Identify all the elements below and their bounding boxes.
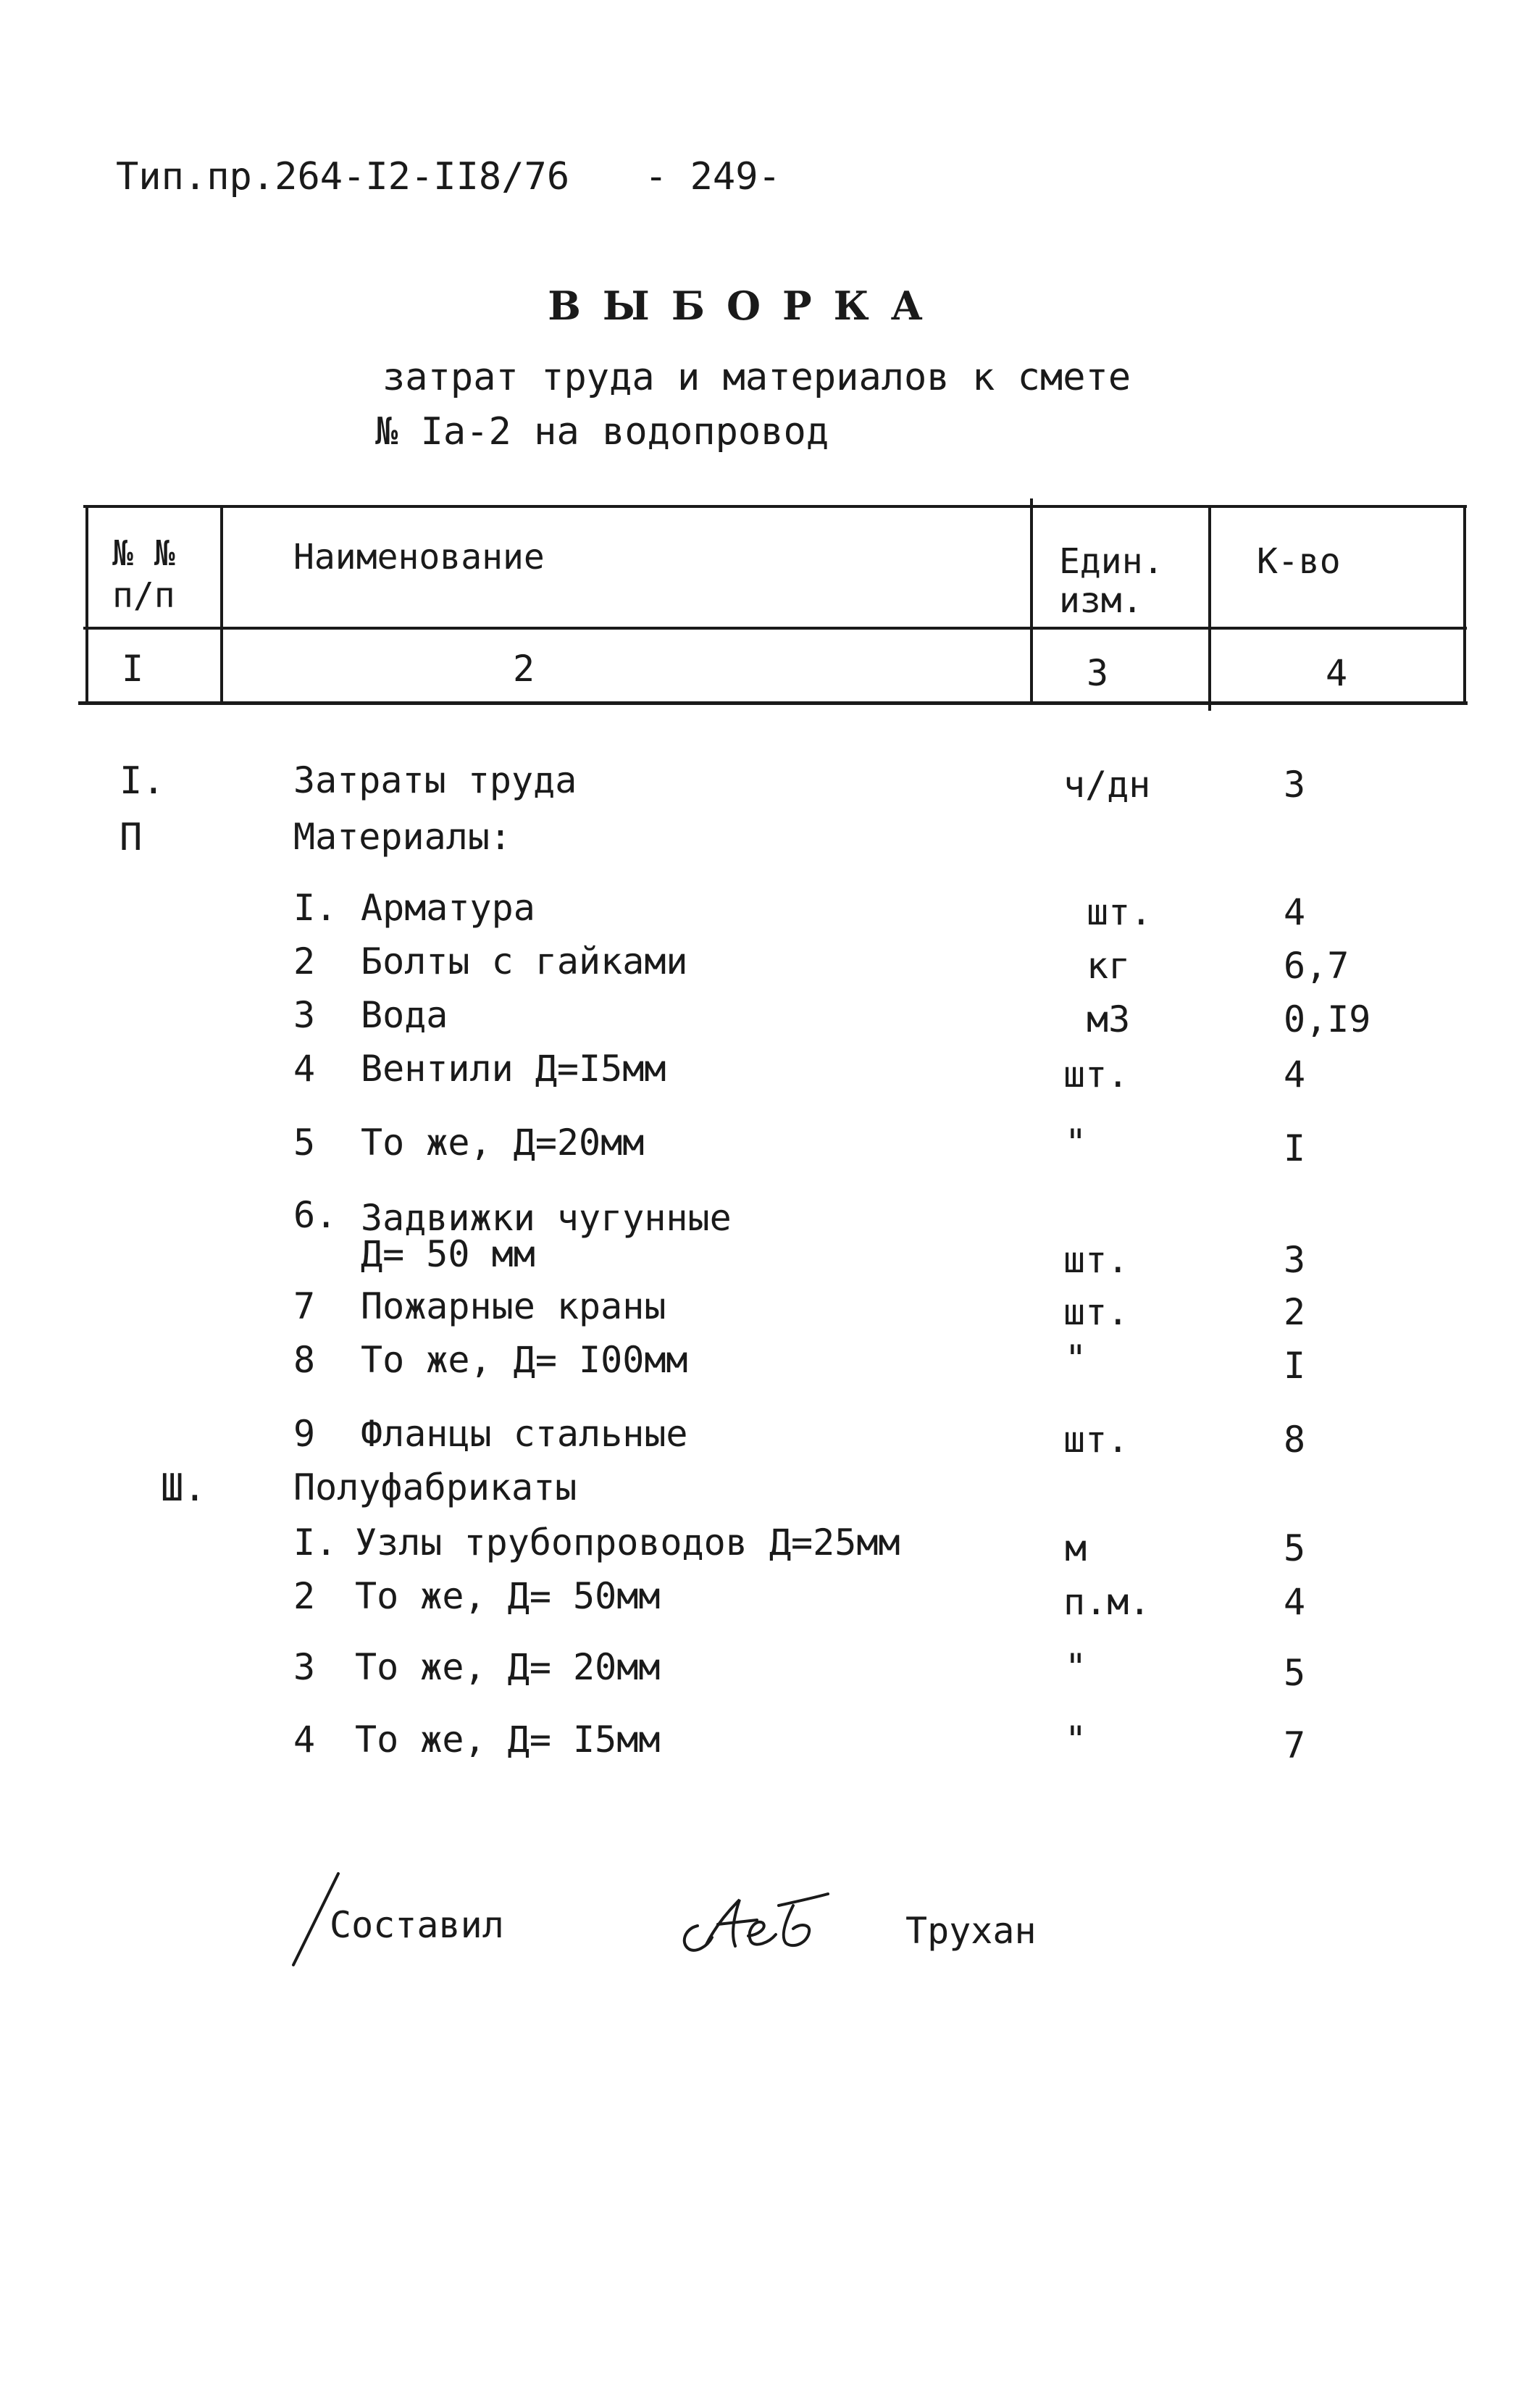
row-name: То же, Д=20мм <box>361 1122 645 1164</box>
table-col-divider-1 <box>220 505 223 704</box>
header-unit-line-2: изм. <box>1059 580 1143 621</box>
row-number: П <box>120 816 143 859</box>
row-quantity: 4 <box>1284 1581 1306 1623</box>
document-reference: Тип.пр.264-I2-II8/76 <box>116 155 570 199</box>
row-number: 2 <box>293 1575 316 1617</box>
row-number: 2 <box>293 940 316 982</box>
column-number-1: I <box>122 648 144 690</box>
row-unit: шт. <box>1087 891 1152 933</box>
header-number-line-1: № № <box>112 533 175 574</box>
page-number: - 249- <box>645 155 781 199</box>
row-name: Вентили Д=I5мм <box>361 1048 666 1090</box>
row-unit: шт. <box>1063 1291 1129 1333</box>
document-title: ВЫБОРКА <box>548 283 945 329</box>
row-quantity: 3 <box>1284 1239 1306 1281</box>
row-unit: ч/дн <box>1063 764 1151 806</box>
row-name: Пожарные краны <box>361 1285 666 1327</box>
row-quantity: 7 <box>1284 1724 1306 1766</box>
row-name: То же, Д= I5мм <box>355 1719 661 1761</box>
row-quantity: 4 <box>1284 891 1306 933</box>
row-unit: шт. <box>1063 1239 1129 1281</box>
table-left-border <box>85 505 88 704</box>
row-unit: кг <box>1087 945 1131 987</box>
table-mid-border <box>83 627 1467 630</box>
row-number: 7 <box>293 1285 316 1327</box>
row-unit: м3 <box>1087 998 1131 1040</box>
row-name: Материалы: <box>293 816 512 858</box>
row-number: Ш. <box>161 1466 206 1510</box>
row-quantity: 5 <box>1284 1527 1306 1569</box>
row-name: Арматура <box>361 887 535 929</box>
row-unit: " <box>1065 1719 1087 1761</box>
row-name: Полуфабрикаты <box>293 1466 577 1508</box>
row-unit: " <box>1065 1646 1087 1688</box>
header-unit-line-1: Един. <box>1059 541 1164 582</box>
row-name: Узлы трубопроводов Д=25мм <box>355 1521 900 1564</box>
row-number: I. <box>120 759 165 803</box>
row-quantity: 2 <box>1284 1291 1306 1333</box>
row-name: Болты с гайками <box>361 940 688 982</box>
row-number: 5 <box>293 1122 316 1164</box>
table-bottom-border <box>78 701 1468 705</box>
row-name: Задвижки чугунные <box>361 1197 732 1239</box>
row-number: 3 <box>293 1646 316 1688</box>
row-name: То же, Д= 50мм <box>355 1575 661 1617</box>
table-col-divider-2 <box>1030 498 1033 704</box>
row-name: То же, Д= I00мм <box>361 1339 688 1381</box>
row-number: I. <box>293 1521 338 1564</box>
handwritten-signature <box>670 1884 844 1963</box>
row-quantity: 6,7 <box>1284 945 1349 987</box>
row-quantity: 0,I9 <box>1284 998 1371 1040</box>
header-number-line-2: п/п <box>112 575 175 616</box>
subtitle-line-1: затрат труда и материалов к смете <box>382 356 1131 399</box>
row-number: 4 <box>293 1719 316 1761</box>
subtitle-line-2: № Iа-2 на водопровод <box>375 410 829 454</box>
compiled-by-label: Составил <box>330 1904 504 1946</box>
compiler-name: Трухан <box>905 1910 1037 1952</box>
table-col-divider-3 <box>1208 505 1211 711</box>
row-number: 9 <box>293 1413 316 1455</box>
row-number: I. <box>293 887 338 929</box>
row-name: Вода <box>361 994 448 1036</box>
table-right-border <box>1463 505 1466 704</box>
table-top-border <box>83 505 1467 508</box>
row-unit: п.м. <box>1063 1581 1151 1623</box>
row-quantity: I <box>1284 1345 1306 1387</box>
row-quantity: 5 <box>1284 1652 1306 1694</box>
row-quantity: 4 <box>1284 1053 1306 1095</box>
row-quantity: I <box>1284 1127 1306 1169</box>
column-number-2: 2 <box>513 648 535 690</box>
row-name: Фланцы стальные <box>361 1413 688 1455</box>
row-unit: шт. <box>1063 1053 1129 1095</box>
row-quantity: 3 <box>1284 764 1306 806</box>
row-number: 8 <box>293 1339 316 1381</box>
row-unit: м <box>1065 1527 1087 1569</box>
header-quantity: К-во <box>1257 541 1341 582</box>
row-number: 3 <box>293 994 316 1036</box>
row-number: 6. <box>293 1194 338 1236</box>
row-name: То же, Д= 20мм <box>355 1646 661 1688</box>
row-unit: " <box>1065 1122 1087 1164</box>
row-quantity: 8 <box>1284 1419 1306 1461</box>
column-number-3: 3 <box>1087 652 1109 694</box>
column-number-4: 4 <box>1326 652 1348 694</box>
row-unit: " <box>1065 1337 1087 1379</box>
row-number: 4 <box>293 1048 316 1090</box>
row-unit: шт. <box>1063 1419 1129 1461</box>
header-name: Наименование <box>293 537 545 577</box>
row-name-line-2: Д= 50 мм <box>361 1233 535 1275</box>
row-name: Затраты труда <box>293 759 577 801</box>
